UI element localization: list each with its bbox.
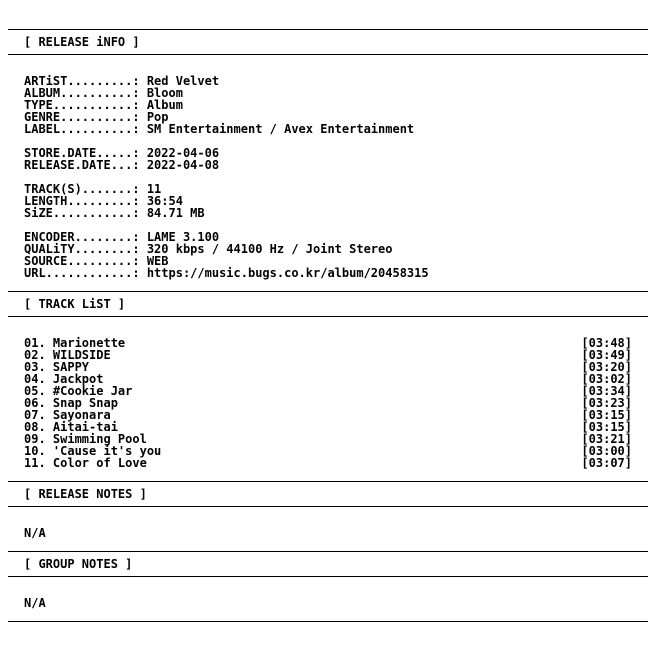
- info-label: URL............:: [24, 266, 140, 280]
- info-label: TYPE...........:: [24, 98, 140, 112]
- info-value: Pop: [146, 110, 169, 124]
- track-duration: [03:15]: [581, 420, 632, 434]
- info-row: [24, 207, 632, 219]
- track-title: 04. Jackpot: [24, 372, 104, 386]
- release-notes-block: [8, 507, 648, 551]
- nfo-document: [8, 29, 648, 622]
- info-value: 36:54: [146, 194, 183, 208]
- group-notes-block: [8, 577, 648, 621]
- info-label: SOURCE.........:: [24, 254, 140, 268]
- track-row: [24, 361, 632, 373]
- track-row: [24, 337, 632, 349]
- info-value: SM Entertainment / Avex Entertainment: [146, 122, 415, 136]
- track-title: 03. SAPPY: [24, 360, 90, 374]
- track-duration: [03:48]: [581, 336, 632, 350]
- track-duration: [03:23]: [581, 396, 632, 410]
- track-duration: [03:49]: [581, 348, 632, 362]
- info-row: [24, 123, 632, 135]
- info-value: Red Velvet: [146, 74, 220, 88]
- info-value: 320 kbps / 44100 Hz / Joint Stereo: [146, 242, 393, 256]
- info-value: Album: [146, 98, 183, 112]
- track-duration: [03:21]: [581, 432, 632, 446]
- track-duration: [03:02]: [581, 372, 632, 386]
- info-value: 2022-04-06: [146, 146, 220, 160]
- track-duration: [03:15]: [581, 408, 632, 422]
- track-duration: [03:34]: [581, 384, 632, 398]
- info-label: ARTiST.........:: [24, 74, 140, 88]
- info-label: SiZE...........:: [24, 206, 140, 220]
- info-label: ENCODER........:: [24, 230, 140, 244]
- divider: [8, 621, 648, 622]
- info-label: LABEL..........:: [24, 122, 140, 136]
- track-row: [24, 349, 632, 361]
- info-label: LENGTH.........:: [24, 194, 140, 208]
- release-info-block: [8, 55, 648, 291]
- info-value: 84.71 MB: [146, 206, 205, 220]
- release-info-header: [ RELEASE iNFO ]: [24, 35, 140, 49]
- info-row: [24, 267, 632, 279]
- track-list-header: [ TRACK LiST ]: [24, 297, 126, 311]
- track-row: [24, 457, 632, 469]
- track-title: 11. Color of Love: [24, 456, 147, 470]
- track-list-block: [8, 317, 648, 481]
- track-title: 09. Swimming Pool: [24, 432, 147, 446]
- track-title: 10. 'Cause it's you: [24, 444, 162, 458]
- info-label: STORE.DATE.....:: [24, 146, 140, 160]
- info-label: TRACK(S).......:: [24, 182, 140, 196]
- track-title: 07. Sayonara: [24, 408, 111, 422]
- info-value: 2022-04-08: [146, 158, 220, 172]
- track-duration: [03:20]: [581, 360, 632, 374]
- info-value: Bloom: [146, 86, 183, 100]
- info-label: RELEASE.DATE...:: [24, 158, 140, 172]
- info-label: ALBUM..........:: [24, 86, 140, 100]
- track-title: 01. Marionette: [24, 336, 126, 350]
- info-value: LAME 3.100: [146, 230, 220, 244]
- info-value: https://music.bugs.co.kr/album/20458315: [146, 266, 429, 280]
- track-row: [24, 397, 632, 409]
- info-value: WEB: [146, 254, 169, 268]
- group-notes-header: [ GROUP NOTES ]: [24, 557, 133, 571]
- release-notes-header: [ RELEASE NOTES ]: [24, 487, 147, 501]
- track-title: 06. Snap Snap: [24, 396, 118, 410]
- group-notes-text: N/A: [24, 596, 46, 610]
- info-label: QUALiTY........:: [24, 242, 140, 256]
- info-label: GENRE..........:: [24, 110, 140, 124]
- track-duration: [03:07]: [581, 456, 632, 470]
- track-title: 02. WILDSIDE: [24, 348, 111, 362]
- release-notes-text: N/A: [24, 526, 46, 540]
- info-row: [24, 159, 632, 171]
- info-value: 11: [146, 182, 162, 196]
- track-duration: [03:00]: [581, 444, 632, 458]
- track-title: 08. Aitai-tai: [24, 420, 118, 434]
- track-title: 05. #Cookie Jar: [24, 384, 133, 398]
